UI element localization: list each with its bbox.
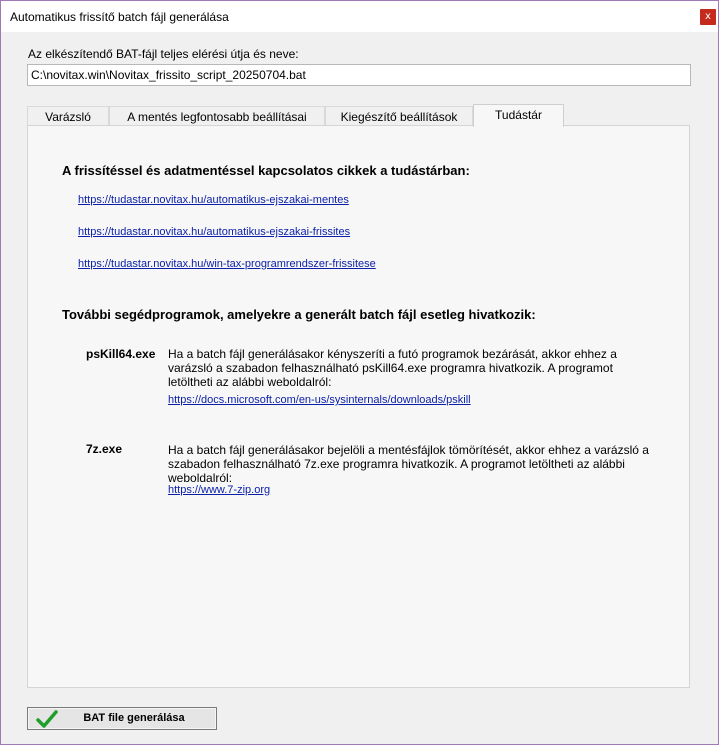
tools-heading: További segédprogramok, amelyekre a generált batch fájl esetleg hivatkozik:: [62, 307, 536, 322]
close-button[interactable]: [700, 9, 716, 25]
link-7zip[interactable]: https://www.7-zip.org: [168, 484, 271, 496]
generate-bat-label: BAT file generálása: [83, 712, 185, 724]
bat-path-input[interactable]: [27, 64, 691, 86]
knowledge-heading: A frissítéssel és adatmentéssel kapcsolatos cikkek a tudástárban:: [62, 163, 470, 178]
tool-name-7zip: 7z.exe: [86, 442, 123, 456]
tool-desc-pskill: Ha a batch fájl generálásakor kényszeríti a futó programok bezárását, akkor ehhez a varázsló a szabadon felhasználható psKill64.exe programra hivatkozik. A programot letöltheti az alábbi weboldalról:: [168, 347, 617, 389]
link-programrendszer-frissitese[interactable]: https://tudastar.novitax.hu/win-tax-programrendszer-frissitese: [78, 258, 376, 270]
title-bar[interactable]: [1, 1, 718, 32]
generate-bat-button[interactable]: [27, 707, 217, 730]
tudastar-panel: [27, 125, 690, 688]
tab-tudastar[interactable]: Tudástár: [473, 104, 564, 127]
tab-kiegeszito-beallitasok[interactable]: Kiegészítő beállítások: [325, 106, 473, 127]
tab-mentes-beallitasai[interactable]: A mentés legfontosabb beállításai: [109, 106, 325, 127]
link-ejszakai-mentes[interactable]: https://tudastar.novitax.hu/automatikus-ejszakai-mentes: [78, 194, 349, 206]
bat-path-label: Az elkészítendő BAT-fájl teljes elérési útja és neve:: [28, 47, 299, 61]
tool-desc-7zip: Ha a batch fájl generálásakor bejelöli a mentésfájlok tömörítését, akkor ehhez a varázsló a szabadon felhasználható 7z.exe programra hivatkozik. A programot letöltheti az alábbi weboldalról:: [168, 443, 649, 485]
tab-varazslo[interactable]: Varázsló: [27, 106, 109, 127]
tool-name-pskill: psKill64.exe: [86, 347, 156, 361]
link-ejszakai-frissites[interactable]: https://tudastar.novitax.hu/automatikus-ejszakai-frissites: [78, 226, 351, 238]
close-icon: x: [705, 11, 711, 22]
window-title: Automatikus frissítő batch fájl generálása: [10, 10, 229, 24]
link-pskill[interactable]: https://docs.microsoft.com/en-us/sysinternals/downloads/pskill: [168, 394, 471, 406]
